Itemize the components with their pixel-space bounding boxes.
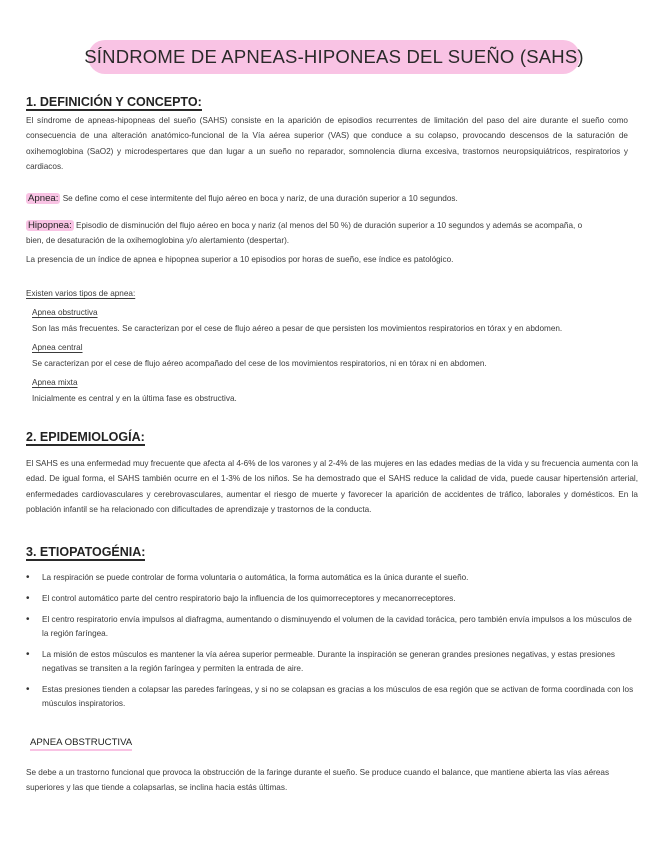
apnea-label: Apnea: [28,193,59,204]
type-desc-obstructiva: Son las más frecuentes. Se caracterizan por el cese de flujo aéreo a pesar de que persisten los movimientos respiratorios en tórax y en abdomen. [32,324,563,333]
page-title: SÍNDROME DE APNEAS-HIPONEAS DEL SUEÑO (SAHS) [84,46,584,67]
apnea-definition [26,191,632,206]
title-banner [84,40,584,74]
type-name-obstructiva: Apnea obstructiva [32,308,98,317]
section-1-intro: El síndrome de apneas-hipopneas del sueño (SAHS) consiste en la aparición de episodios recurrentes de limitación del paso del aire durante el sueño como consecuencia de una alteración anatómico-funcional de la Vía aérea superior (VAS) que conduce a su colapso, provocando descensos de la saturación de oxihemoglobina (SaO2) y microdespertares que dan lugar a un sueño no reparador, somnolencia diurna excesiva, trastornos neuropsiquiátricos, respiratorios y cardiacos. [26,116,628,172]
apnea-obstructiva-text: Se debe a un trastorno funcional que provoca la obstrucción de la faringe durante el sueño. Se produce cuando el balance, que mantiene abierta las vías aéreas superiores y las que tiende a colapsarlas, se inclina hacia estás últimas. [26,768,610,793]
section-1-heading: 1. DEFINICIÓN Y CONCEPTO: [26,95,202,109]
list-item: • El control automático parte del centro respiratorio bajo la influencia de los quimorreceptores y mecanorreceptores. [26,592,638,606]
hipopnea-text: Episodio de disminución del flujo aéreo en boca y nariz (al menos del 50 %) de duración superior a 10 segundos y además se acompaña, o bien, de desaturación de la oxihemoglobina y/o alertamiento (despertar). [26,221,583,246]
types-heading: Existen varios tipos de apnea: [26,289,136,298]
list-item: • El centro respiratorio envía impulsos al diafragma, aumentando o disminuyendo el volumen de la cavidad torácica, pero también envía impulsos a los músculos de la región faríngea. [26,613,638,641]
index-text: La presencia de un índice de apnea e hipopnea superior a 10 episodios por horas de sueño, ese índice es patológico. [26,255,454,264]
type-name-central: Apnea central [32,343,83,352]
type-desc-central: Se caracterizan por el cese de flujo aéreo acompañado del cese de los movimientos respiratorios, ni en tórax ni en abdomen. [32,359,487,368]
hipopnea-definition [26,218,596,249]
list-item: • La misión de estos músculos es mantener la vía aérea superior permeable. Durante la inspiración se generan grandes presiones negativas, y estas presiones negativas se transiten a la región faríngea y permiten la entrada de aire. [26,648,638,676]
type-name-mixta: Apnea mixta [32,378,78,387]
section-3-heading: 3. ETIOPATOGÉNIA: [26,545,146,559]
etiopatogenia-list [26,571,638,718]
apnea-obstructiva-subheading: APNEA OBSTRUCTIVA [30,736,132,751]
section-2-heading: 2. EPIDEMIOLOGÍA: [26,430,145,444]
apnea-text: Se define como el cese intermitente del flujo aéreo en boca y nariz, de una duración superior a 10 segundos. [62,194,458,203]
hipopnea-label: Hipopnea: [28,220,72,231]
type-desc-mixta: Inicialmente es central y en la última fase es obstructiva. [32,394,237,403]
list-item: • Estas presiones tienden a colapsar las paredes faríngeas, y si no se colapsan es gracias a los músculos de esa región que se activan de forma coordinada con los músculos inspiratorios. [26,683,638,711]
list-item: • La respiración se puede controlar de forma voluntaria o automática, la forma automática es la única durante el sueño. [26,571,638,585]
section-2-text: El SAHS es una enfermedad muy frecuente que afecta al 4-6% de los varones y al 2-4% de las mujeres en las edades medias de la vida y su frecuencia aumenta con la edad. De igual forma, el SAHS también ocurre en el 1-3% de los niños. Se ha demostrado que el SAHS reduce la calidad de vida, puede causar hipertensión arterial, enfermedades cardiovasculares y cerebrovasculares, aumentar el riesgo de muerte y favorecer la aparición de accidentes de tráfico, laborales y domésticos. En la población infantil se ha relacionado con dificultades de aprendizaje y trastornos de la conducta. [26,459,638,515]
